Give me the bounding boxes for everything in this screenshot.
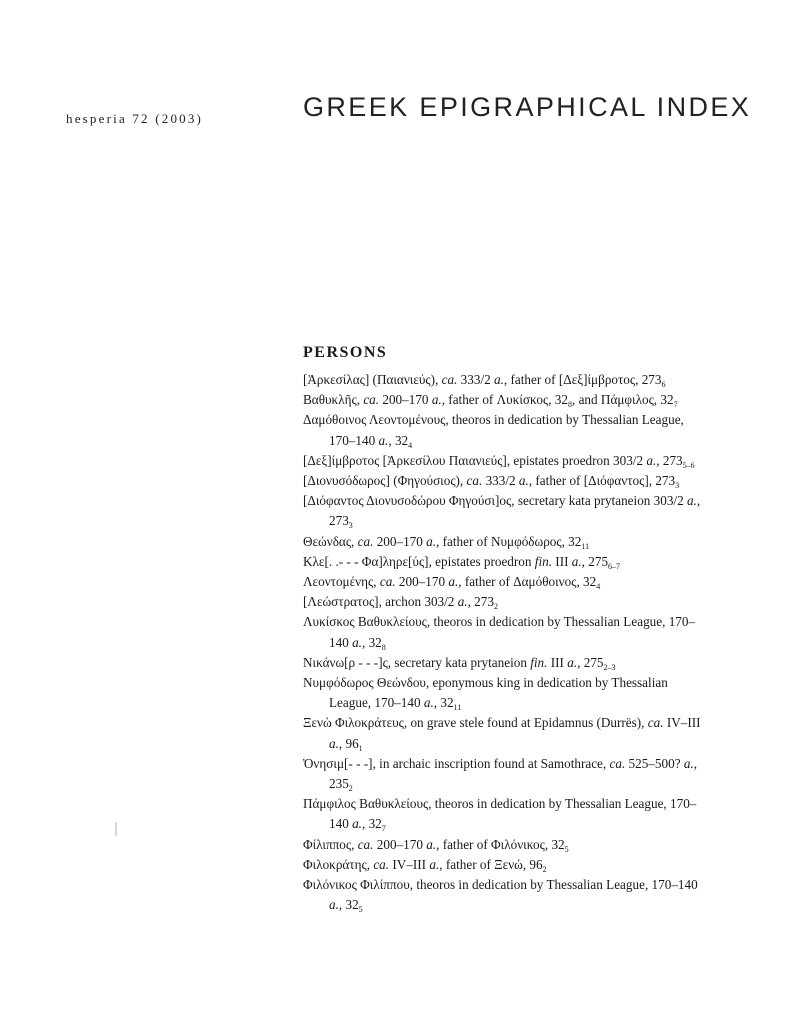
- entry-text: III: [547, 654, 568, 670]
- entry-text: Νικάνω[ρ - - -]ς, secretary kata prytaneion: [303, 654, 531, 670]
- entry-line-ref: 2: [493, 602, 498, 612]
- index-entry: [303, 370, 703, 390]
- entry-text: , and Πάμφιλος, 32: [571, 392, 674, 408]
- entry-text: , 32: [338, 897, 359, 913]
- entry-text: , 96: [338, 735, 359, 751]
- entry-text: , father of Φιλόνικος, 32: [436, 836, 565, 852]
- entry-line-ref: 6: [661, 380, 666, 389]
- entry-text: , 235: [329, 755, 698, 792]
- entry-abbrev: fin.: [534, 553, 552, 569]
- index-entry: [303, 855, 703, 875]
- entry-text: [Διονυσόδωρος] (Φηγούσιος),: [303, 473, 467, 489]
- entry-abbrev: ca.: [373, 856, 390, 872]
- entry-abbrev: ca.: [609, 755, 626, 771]
- entry-text: , 273: [329, 493, 701, 529]
- entry-abbrev: a.: [426, 533, 437, 549]
- entry-abbrev: a.: [431, 392, 442, 408]
- entry-text: IV–III: [663, 715, 701, 731]
- entry-text: III: [552, 553, 572, 569]
- entry-line-ref: 2: [542, 864, 547, 874]
- entry-line-ref: 2–3: [603, 662, 616, 672]
- entry-abbrev: a.: [457, 594, 468, 610]
- entry-text: Ὀνησιμ[- - -], in archaic inscription found at Samothrace,: [303, 755, 610, 771]
- entry-abbrev: ca.: [466, 473, 483, 489]
- entry-text: , father of [Διόφαντος], 273: [528, 473, 676, 489]
- index-entry: [303, 491, 703, 531]
- entry-abbrev: a.: [518, 473, 529, 489]
- entry-line-ref: 4: [408, 440, 413, 450]
- entry-line-ref: 8: [567, 400, 572, 410]
- entry-text: Πάμφιλος Βαθυκλείους, theoros in dedication by Thessalian League, 170–140: [303, 796, 697, 832]
- entry-abbrev: a.: [329, 735, 339, 751]
- entry-text: [Δεξ]ίμβροτος [Ἀρκεσίλου Παιανιεύς], epistates proedron 303/2: [303, 452, 647, 468]
- index-entry: [303, 451, 703, 471]
- entry-line-ref: 5: [564, 844, 569, 854]
- entry-abbrev: a.: [378, 432, 389, 448]
- entry-text: [Ἀρκεσίλας] (Παιανιεύς),: [303, 372, 442, 387]
- entry-text: 200–170: [379, 392, 432, 408]
- entry-abbrev: a.: [429, 856, 440, 872]
- index-entry: [303, 612, 703, 652]
- entry-abbrev: a.: [687, 493, 697, 509]
- index-entry: [303, 794, 703, 834]
- index-entry: [303, 673, 703, 713]
- entry-text: , father of Ξενώ, 96: [439, 856, 543, 872]
- entry-abbrev: ca.: [379, 574, 396, 590]
- index-entry: [303, 390, 703, 410]
- index-entry: [303, 875, 703, 915]
- entry-text: , 32: [388, 432, 409, 448]
- entry-text: Βαθυκλῆς,: [303, 392, 364, 408]
- entry-abbrev: ca.: [357, 533, 374, 549]
- entry-text: 200–170: [373, 533, 427, 549]
- entry-text: , 32: [361, 634, 382, 650]
- entry-text: , father of Νυμφόδωρος, 32: [436, 533, 582, 549]
- entry-text: , 273: [656, 452, 683, 468]
- entry-line-ref: 5: [358, 905, 363, 915]
- entry-line-ref: 6–7: [608, 561, 621, 571]
- entry-line-ref: 3: [348, 521, 353, 531]
- entry-text: [Λεώστρατος], archon 303/2: [303, 594, 458, 610]
- entry-abbrev: fin.: [530, 654, 548, 670]
- entry-text: , 32: [361, 816, 382, 832]
- entry-text: Φιλοκράτης,: [303, 856, 374, 872]
- entry-text: , father of [Δεξ]ίμβροτος, 273: [503, 372, 662, 387]
- index-entry: [303, 754, 703, 794]
- entry-abbrev: ca.: [357, 836, 374, 852]
- entry-line-ref: 7: [673, 400, 678, 410]
- entry-text: 333/2: [457, 372, 495, 387]
- entry-abbrev: a.: [329, 897, 339, 913]
- entry-text: Λυκίσκος Βαθυκλείους, theoros in dedication by Thessalian League, 170–140: [303, 614, 696, 650]
- index-entry: [303, 552, 703, 572]
- entry-text: [Διόφαντος Διονυσοδώρου Φηγούσι]ος, secretary kata prytaneion 303/2: [303, 493, 688, 509]
- entry-text: IV–III: [389, 856, 430, 872]
- entry-text: , father of Δαμόθοινος, 32: [458, 574, 597, 590]
- entry-text: Φίλιππος,: [303, 836, 358, 852]
- entry-text: 200–170: [395, 574, 449, 590]
- entry-text: Φιλόνικος Φιλίππου, theoros in dedication by Thessalian League, 170–140: [303, 877, 698, 893]
- entry-abbrev: a.: [571, 553, 582, 569]
- page-title: GREEK EPIGRAPHICAL INDEX: [303, 92, 752, 122]
- entry-abbrev: ca.: [441, 372, 458, 387]
- entry-abbrev: a.: [646, 452, 657, 468]
- entry-line-ref: 7: [381, 824, 386, 834]
- entry-text: Θεώνδας,: [303, 533, 358, 549]
- entry-abbrev: a.: [426, 836, 437, 852]
- entry-line-ref: 3: [675, 481, 680, 491]
- index-entry: [303, 653, 703, 673]
- index-entries: [303, 370, 703, 915]
- entry-text: Κλε[. .- - - Φα]ληρε[ύς], epistates proedron: [303, 553, 535, 569]
- entry-text: Νυμφόδωρος Θεώνδου, eponymous king in dedication by Thessalian League, 170–140: [303, 675, 668, 711]
- entry-text: 525–500?: [625, 755, 684, 771]
- margin-mark: [115, 822, 117, 836]
- entry-abbrev: a.: [448, 574, 459, 590]
- index-entry: [303, 835, 703, 855]
- section-heading: PERSONS: [303, 344, 388, 361]
- entry-text: Ξενὼ Φιλοκράτευς, on grave stele found at Epidamnus (Durrës),: [303, 715, 648, 731]
- running-head: hesperia 72 (2003): [66, 111, 204, 126]
- entry-abbrev: a.: [567, 654, 578, 670]
- entry-line-ref: 1: [358, 743, 363, 753]
- entry-text: , 275: [577, 654, 604, 670]
- index-entry: [303, 592, 703, 612]
- entry-text: 333/2: [482, 473, 519, 489]
- entry-text: , 275: [581, 553, 609, 569]
- entry-line-ref: 5–6: [682, 460, 695, 470]
- entry-text: 200–170: [373, 836, 427, 852]
- index-entry: [303, 713, 703, 753]
- entry-abbrev: a.: [494, 372, 504, 387]
- entry-abbrev: ca.: [647, 715, 664, 731]
- entry-abbrev: ca.: [363, 392, 380, 408]
- entry-abbrev: a.: [423, 695, 434, 711]
- entry-abbrev: a.: [683, 755, 694, 771]
- entry-line-ref: 4: [596, 582, 601, 592]
- index-entry: [303, 532, 703, 552]
- entry-text: Δαμόθοινος Λεοντομένους, theoros in dedication by Thessalian League, 170–140: [303, 412, 684, 448]
- entry-line-ref: 11: [453, 703, 462, 713]
- entry-line-ref: 2: [348, 784, 353, 794]
- entry-text: Λεοντομένης,: [303, 574, 380, 590]
- entry-abbrev: a.: [352, 634, 362, 650]
- index-entry: [303, 410, 703, 450]
- index-entry: [303, 572, 703, 592]
- index-entry: [303, 471, 703, 491]
- entry-line-ref: 8: [381, 642, 386, 652]
- entry-text: , 273: [467, 594, 494, 610]
- entry-abbrev: a.: [352, 816, 362, 832]
- entry-line-ref: 11: [581, 541, 590, 551]
- entry-text: , father of Λυκίσκος, 32: [441, 392, 568, 408]
- entry-text: , 32: [433, 695, 454, 711]
